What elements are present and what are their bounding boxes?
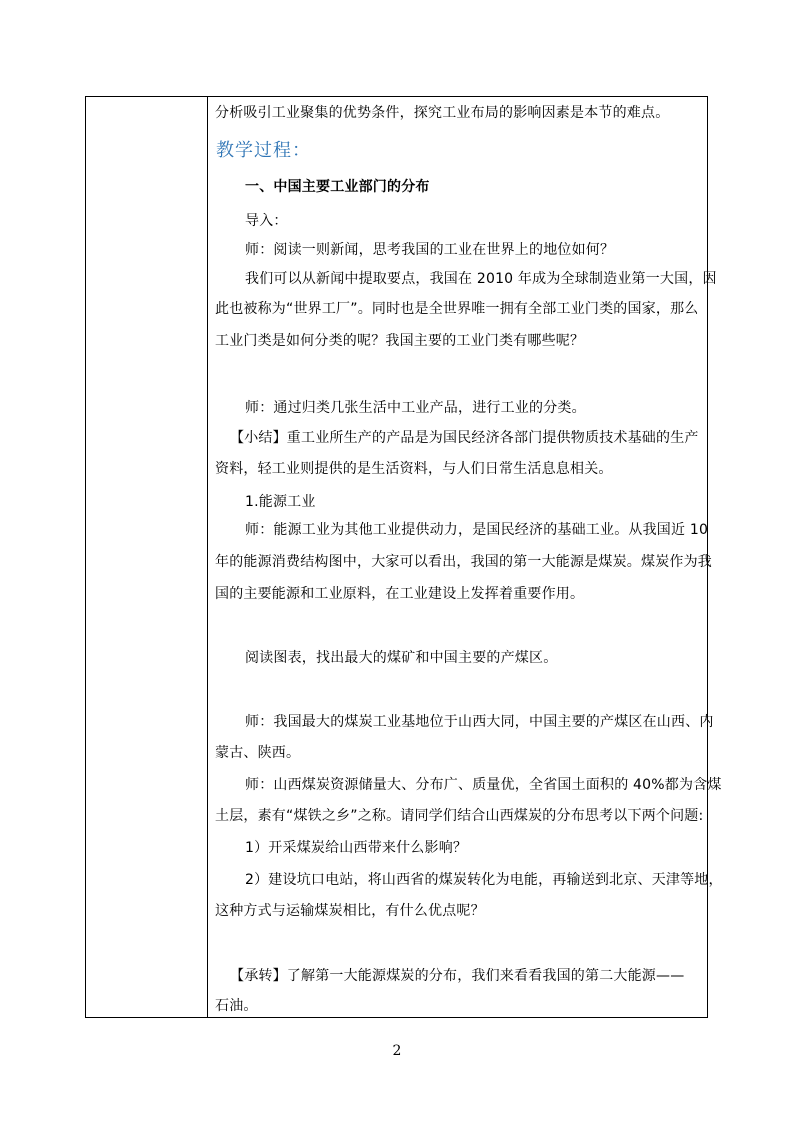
paragraph-3-line-2: 蒙古、陕西。 (215, 745, 301, 761)
paragraph-1-line-2: 此也被称为“世界工厂”。同时也是全世界唯一拥有全部工业门类的国家，那么 (215, 301, 699, 317)
paragraph-1-line-1: 我们可以从新闻中提取要点，我国在 2010 年成为全球制造业第一大国，因 (245, 271, 717, 287)
intro-line: 分析吸引工业聚集的优势条件，探究工业布局的影响因素是本节的难点。 (215, 105, 670, 121)
transition-line-1: 【承转】了解第一大能源煤炭的分布，我们来看看我国的第二大能源—— (230, 968, 685, 984)
question-1: 1）开采煤炭给山西带来什么影响？ (245, 840, 468, 856)
teacher-instruction-2: 师：通过归类几张生活中工业产品，进行工业的分类。 (245, 400, 586, 416)
paragraph-4-line-2: 土层，素有“煤铁之乡”之称。请同学们结合山西煤炭的分布思考以下两个问题: (215, 808, 704, 824)
subheading-energy: 1.能源工业 (245, 494, 316, 510)
transition-line-2: 石油。 (215, 998, 258, 1014)
left-column-cell (86, 97, 208, 1017)
paragraph-4-line-1: 师：山西煤炭资源储量大、分布广、质量优，全省国土面积的 40%都为含煤 (245, 777, 722, 793)
paragraph-1-line-3: 工业门类是如何分类的呢？我国主要的工业门类有哪些呢？ (215, 333, 585, 349)
section-title: 教学过程： (216, 140, 311, 161)
summary-line-2: 资料，轻工业则提供的是生活资料，与人们日常生活息息相关。 (215, 461, 613, 477)
lesson-table (85, 96, 723, 1018)
paragraph-2-line-1: 师：能源工业为其他工业提供动力，是国民经济的基础工业。从我国近 10 (245, 522, 709, 538)
content-cell (208, 97, 723, 1017)
page-number: 2 (392, 1043, 402, 1059)
heading-1: 一、中国主要工业部门的分布 (245, 179, 430, 195)
teacher-question-1: 师：阅读一则新闻，思考我国的工业在世界上的地位如何？ (245, 242, 615, 258)
paragraph-3-line-1: 师：我国最大的煤炭工业基地位于山西大同，中国主要的产煤区在山西、内 (245, 714, 714, 730)
question-2-line-1: 2）建设坑口电站，将山西省的煤炭转化为电能，再输送到北京、天津等地， (245, 872, 723, 888)
paragraph-2-line-3: 国的主要能源和工业原料，在工业建设上发挥着重要作用。 (215, 586, 585, 602)
paragraph-2-line-2: 年的能源消费结构图中，大家可以看出，我国的第一大能源是煤炭。煤炭作为我 (215, 554, 712, 570)
summary-line-1: 【小结】重工业所生产的产品是为国民经济各部门提供物质技术基础的生产 (230, 430, 699, 446)
question-2-line-2: 这种方式与运输煤炭相比，有什么优点呢？ (215, 903, 485, 919)
read-chart-instruction: 阅读图表，找出最大的煤矿和中国主要的产煤区。 (245, 650, 558, 666)
intro-label: 导入： (245, 213, 288, 229)
